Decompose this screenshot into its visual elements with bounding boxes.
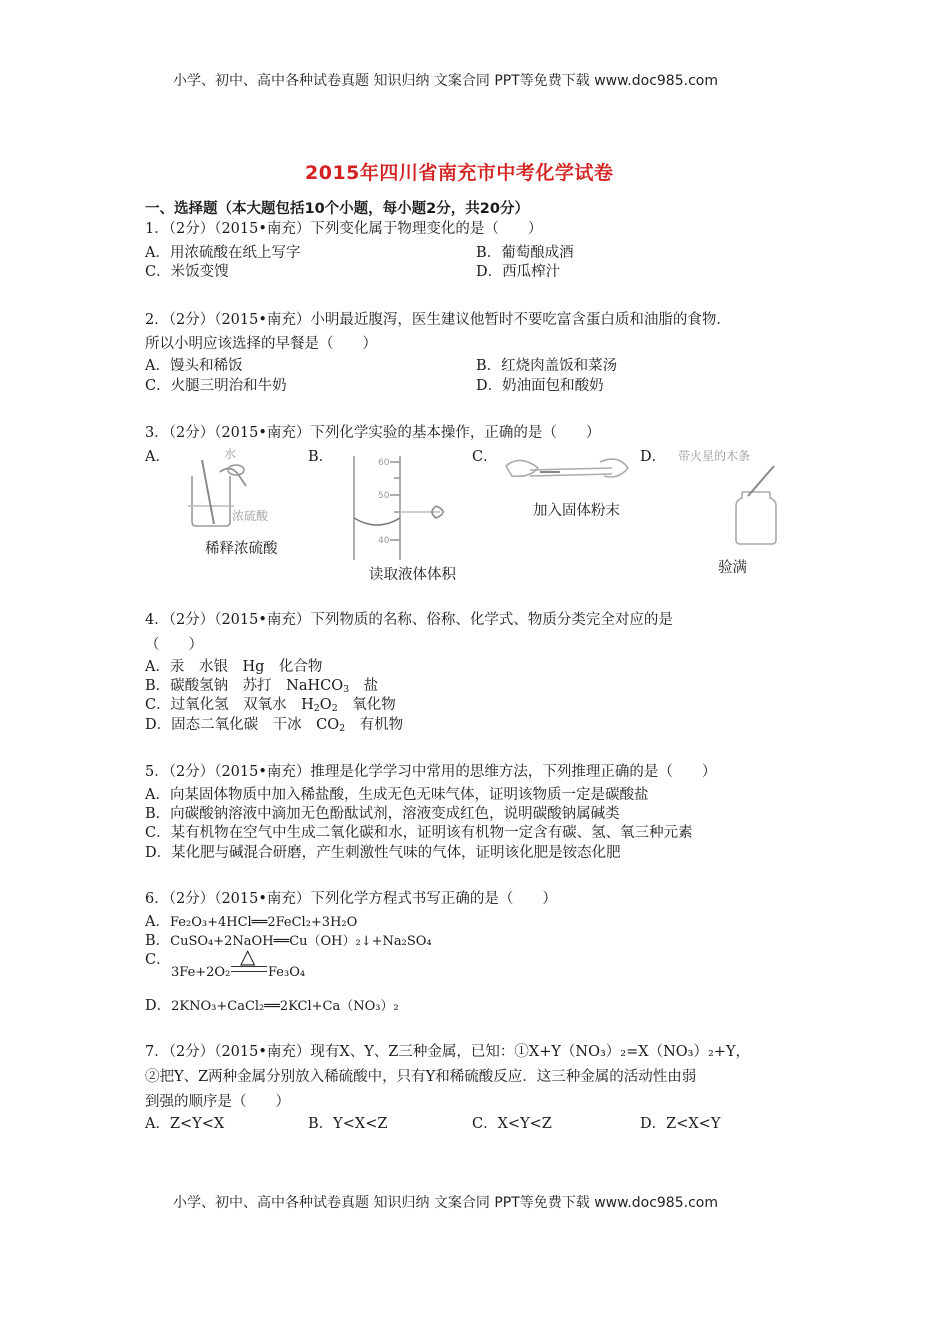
page-header: 小学、初中、高中各种试卷真题 知识归纳 文案合同 PPT等免费下载 www.doc985.com <box>173 73 718 89</box>
q1-stem: 1．（2分）（2015•南充）下列变化属于物理变化的是（ ） <box>145 221 543 237</box>
q5-option-c: C．某有机物在空气中生成二氧化碳和水，证明该有机物一定含有碳、氢、氧三种元素 <box>145 825 693 841</box>
q5-stem: 5．（2分）（2015•南充）推理是化学学习中常用的思维方法，下列推理正确的是（ ） <box>145 764 717 780</box>
figure-graduated-cylinder <box>340 452 470 562</box>
q4-stem-line2: （ ） <box>145 637 203 653</box>
q6-option-a: A．Fe₂O₃+4HCl══2FeCl₂+3H₂O <box>145 914 358 930</box>
q3-stem: 3．（2分）（2015•南充）下列化学实验的基本操作，正确的是（ ） <box>145 425 601 441</box>
fig-a-acid-label: 浓硫酸 <box>232 509 269 523</box>
fig-b-tick-60: 60 <box>378 458 390 468</box>
q7-stem-line3: 到强的顺序是（ ） <box>145 1094 290 1110</box>
q6-stem: 6．（2分）（2015•南充）下列化学方程式书写正确的是（ ） <box>145 891 557 907</box>
q5-option-b: B．向碳酸钠溶液中滴加无色酚酞试剂，溶液变成红色，说明碳酸钠属碱类 <box>145 806 620 822</box>
q6-option-c-label: C． <box>145 952 171 968</box>
q1-option-c: C．米饭变馊 <box>145 264 229 280</box>
q7-option-a: A．Z<Y<X <box>145 1116 225 1132</box>
fig-a-water-label: 水 <box>224 447 237 461</box>
q6-heat-symbol: △ <box>240 944 256 968</box>
q6-equals-bar <box>231 966 267 972</box>
q3-caption-c: 加入固体粉末 <box>533 503 620 519</box>
q5-option-d: D．某化肥与碱混合研磨，产生刺激性气味的气体，证明该化肥是铵态化肥 <box>145 845 621 861</box>
q2-stem-line2: 所以小明应该选择的早餐是（ ） <box>145 336 377 352</box>
q3-option-c: C． <box>472 449 498 465</box>
q6-option-c-right: Fe₃O₄ <box>268 965 306 980</box>
q3-option-d: D． <box>640 449 667 465</box>
q4-option-b: B．碳酸氢钠 苏打 NaHCO$_3$ 盐 <box>145 678 379 695</box>
q3-option-a: A． <box>145 449 170 465</box>
q1-option-d: D．西瓜榨汁 <box>476 264 561 280</box>
q4-stem-line1: 4．（2分）（2015•南充）下列物质的名称、俗称、化学式、物质分类完全对应的是 <box>145 612 673 628</box>
q3-caption-a: 稀释浓硫酸 <box>205 541 278 557</box>
q3-caption-b: 读取液体体积 <box>369 567 456 583</box>
page-title: 2015年四川省南充市中考化学试卷 <box>305 162 614 184</box>
q6-option-c-left: 3Fe+2O₂ <box>171 965 231 980</box>
q3-option-b: B． <box>308 449 334 465</box>
q4-option-c: C．过氧化氢 双氧水 $H_2O_2$ 氧化物 <box>145 697 396 714</box>
q4-option-a: A．汞 水银 Hg 化合物 <box>145 659 323 675</box>
fig-b-tick-40: 40 <box>378 536 390 546</box>
q2-option-b: B．红烧肉盖饭和菜汤 <box>476 358 618 374</box>
q4-option-d: D．固态二氧化碳 干冰 $CO_2$ 有机物 <box>145 717 404 734</box>
section-heading: 一、选择题（本大题包括10个小题，每小题2分，共20分） <box>145 201 529 217</box>
q2-option-c: C．火腿三明治和牛奶 <box>145 378 287 394</box>
figure-add-powder <box>500 446 640 494</box>
q6-option-d: D．2KNO₃+CaCl₂══2KCl+Ca（NO₃）₂ <box>145 998 399 1014</box>
q2-stem-line1: 2．（2分）（2015•南充）小明最近腹泻，医生建议他暂时不要吃富含蛋白质和油脂的食物． <box>145 312 731 328</box>
q2-option-d: D．奶油面包和酸奶 <box>476 378 604 394</box>
q7-option-c: C．X<Y<Z <box>472 1116 552 1132</box>
figure-dilute-acid <box>180 446 290 532</box>
q7-option-d: D．Z<X<Y <box>640 1116 721 1132</box>
page-footer: 小学、初中、高中各种试卷真题 知识归纳 文案合同 PPT等免费下载 www.doc985.com <box>173 1195 718 1211</box>
fig-d-label: 带火星的木条 <box>678 449 751 463</box>
q7-stem-line2: ②把Y、Z两种金属分别放入稀硫酸中，只有Y和稀硫酸反应．这三种金属的活动性由弱 <box>145 1069 697 1085</box>
q7-option-b: B．Y<X<Z <box>308 1116 388 1132</box>
q1-option-b: B．葡萄酿成酒 <box>476 245 574 261</box>
q5-option-a: A．向某固体物质中加入稀盐酸，生成无色无味气体，证明该物质一定是碳酸盐 <box>145 787 649 803</box>
q2-option-a: A．馒头和稀饭 <box>145 358 243 374</box>
q3-caption-d: 验满 <box>718 560 747 576</box>
fig-b-tick-50: 50 <box>378 491 390 501</box>
q1-option-a: A．用浓硫酸在纸上写字 <box>145 245 301 261</box>
q6-option-b: B．CuSO₄+2NaOH══Cu（OH）₂↓+Na₂SO₄ <box>145 933 432 949</box>
q7-stem-line1: 7．（2分）（2015•南充）现有X、Y、Z三种金属，已知：①X+Y（NO₃）₂=X（NO₃）₂+Y， <box>145 1044 751 1060</box>
figure-test-full <box>668 446 788 546</box>
